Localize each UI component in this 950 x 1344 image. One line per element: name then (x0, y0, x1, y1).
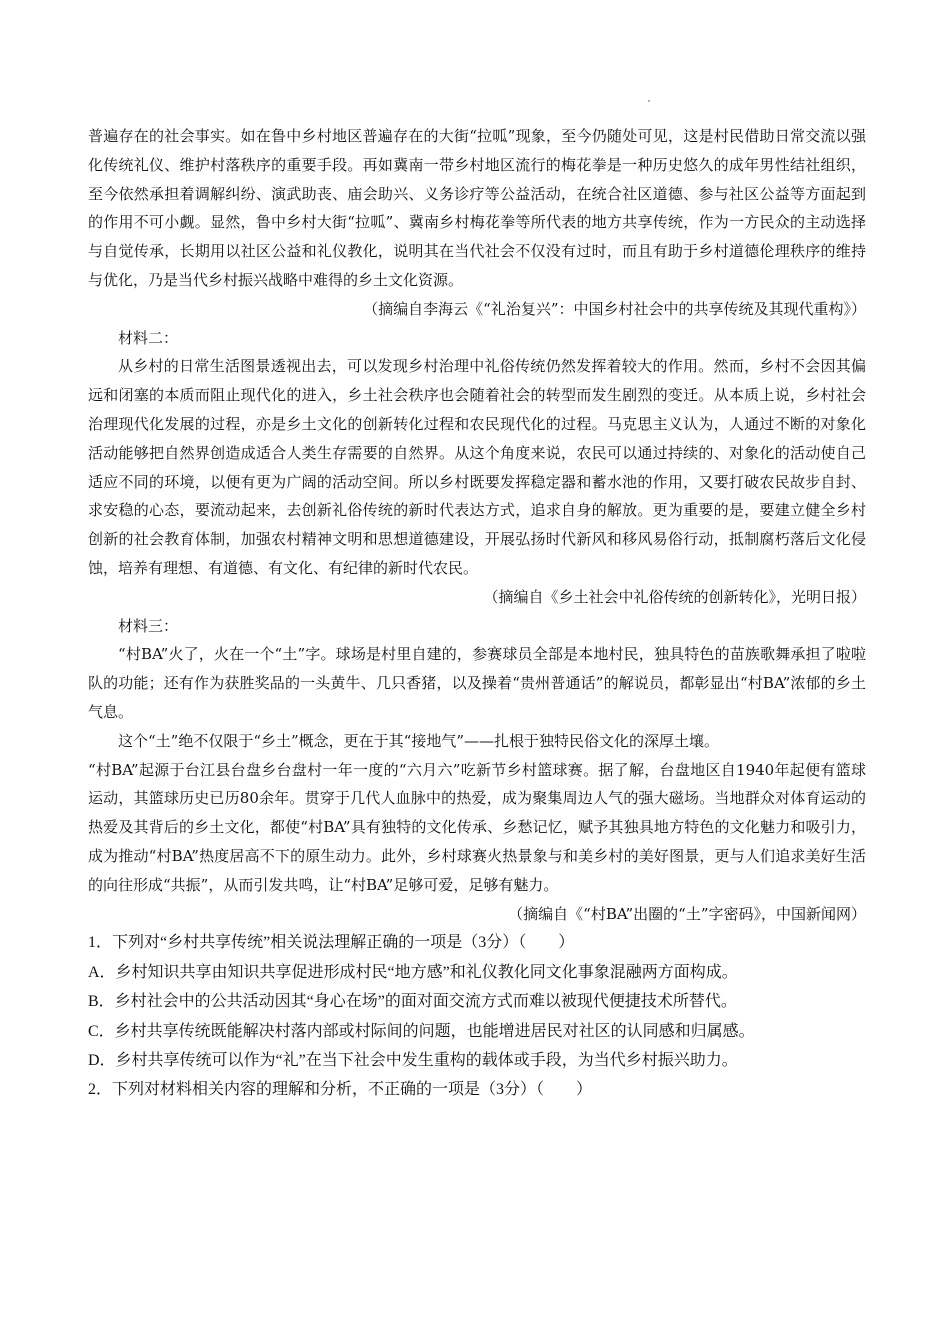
material2-label: 材料二： (118, 328, 179, 347)
question-1 (88, 928, 866, 1075)
material2-paragraph: 从乡村的日常生活图景透视出去，可以发现乡村治理中礼俗传统仍然发挥着较大的作用。然而，乡村不会因其偏远和闭塞的本质而阻止现代化的进入，乡土社会秩序也会随着社会的转型而发生剧烈的变迁。从本质上说，乡村社会治理现代化发展的过程，亦是乡土文化的创新转化过程和农民现代化的过程。马克思主义认为，人通过不断的对象化活动能够把自然界创造成适合人类生存需要的自然界。从这个角度来说，农民可以通过持续的、对象化的活动使自己适应不同的环境，以便有更为广阔的活动空间。所以乡村既要发挥稳定器和蓄水池的作用，又要打破农民故步自封、求安稳的心态，要流动起来，去创新礼俗传统的新时代表达方式，追求自身的解放。更为重要的是，要建立健全乡村创新的社会教育体制，加强农村精神文明和思想道德建设，开展弘扬时代新风和移风易俗行动，抵制腐朽落后文化侵蚀，培养有理想、有道德、有文化、有纪律的新时代农民。 (88, 357, 866, 577)
question-1-option-a: A．乡村知识共享由知识共享促进形成村民“地方感”和礼仪教化同文化事象混融两方面构成。 (88, 963, 738, 981)
material3-label: 材料三： (118, 616, 179, 635)
material1-source: （摘编自李海云《“礼治复兴”：中国乡村社会中的共享传统及其现代重构》） (363, 299, 866, 318)
question-2-stem: 2．下列对材料相关内容的理解和分析，不正确的一项是（3分）（ ） (88, 1081, 593, 1099)
question-2 (88, 1075, 866, 1104)
scan-dot (648, 100, 650, 102)
material1-paragraph: 普遍存在的社会事实。如在鲁中乡村地区普遍存在的大街“拉呱”现象，至今仍随处可见，这是村民借助日常交流以强化传统礼仪、维护村落秩序的重要手段。再如冀南一带乡村地区流行的梅花拳是一种历史悠久的成年男性结社组织，至今依然承担着调解纠纷、演武助丧、庙会助兴、义务诊疗等公益活动，在统合社区道德、参与社区公益等方面起到的作用不可小觑。显然，鲁中乡村大街“拉呱”、冀南乡村梅花拳等所代表的地方共享传统，作为一方民众的主动选择与自觉传承，长期用以社区公益和礼仪教化，说明其在当代社会不仅没有过时，而且有助于乡村道德伦理秩序的维持与优化，乃是当代乡村振兴战略中难得的乡土文化资源。 (88, 127, 866, 289)
question-1-option-b: B．乡村社会中的公共活动因其“身心在场”的面对面交流方式而难以被现代便捷技术所替代。 (88, 993, 737, 1011)
material3-paragraph-2-first-line: 这个“土”绝不仅限于“乡土”概念，更在于其“接地气”——扎根于独特民俗文化的深厚土壤。 (118, 731, 720, 750)
question-1-stem: 1．下列对“乡村共享传统”相关说法理解正确的一项是（3分）（ ） (88, 934, 575, 952)
question-1-option-c: C．乡村共享传统既能解决村落内部或村际间的问题，也能增进居民对社区的认同感和归属感。 (88, 1022, 755, 1040)
question-1-option-d: D．乡村共享传统可以作为“礼”在当下社会中发生重构的载体或手段，为当代乡村振兴助力。 (88, 1051, 738, 1069)
reading-content (88, 122, 866, 1105)
material3-paragraph-2: “村BA”起源于台江县台盘乡台盘村一年一度的“六月六”吃新节乡村篮球赛。据了解，台盘地区自1940年起便有篮球运动，其篮球历史已历80余年。贯穿于几代人血脉中的热爱，成为聚集周边人气的强大磁场。当地群众对体育运动的热爱及其背后的乡土文化，都使“村BA”具有独特的文化传承、乡愁记忆，赋予其独具地方特色的文化魅力和吸引力，成为推动“村BA”热度居高不下的原生动力。此外，乡村球赛火热景象与和美乡村的美好图景，更与人们追求美好生活的向往形成“共振”，从而引发共鸣，让“村BA”足够可爱，足够有魅力。 (88, 760, 866, 894)
material3-source: （摘编自《“村BA”出圈的“土”字密码》，中国新闻网） (508, 904, 866, 923)
material2-source: （摘编自《乡土社会中礼俗传统的创新转化》，光明日报） (483, 587, 866, 606)
material3-paragraph-1: “村BA”火了，火在一个“土”字。球场是村里自建的，参赛球员全部是本地村民，独具特色的苗族歌舞承担了啦啦队的功能；还有作为获胜奖品的一头黄牛、几只香猪，以及操着“贵州普通话”的解说员，都彰显出“村BA”浓郁的乡土气息。 (88, 645, 866, 721)
